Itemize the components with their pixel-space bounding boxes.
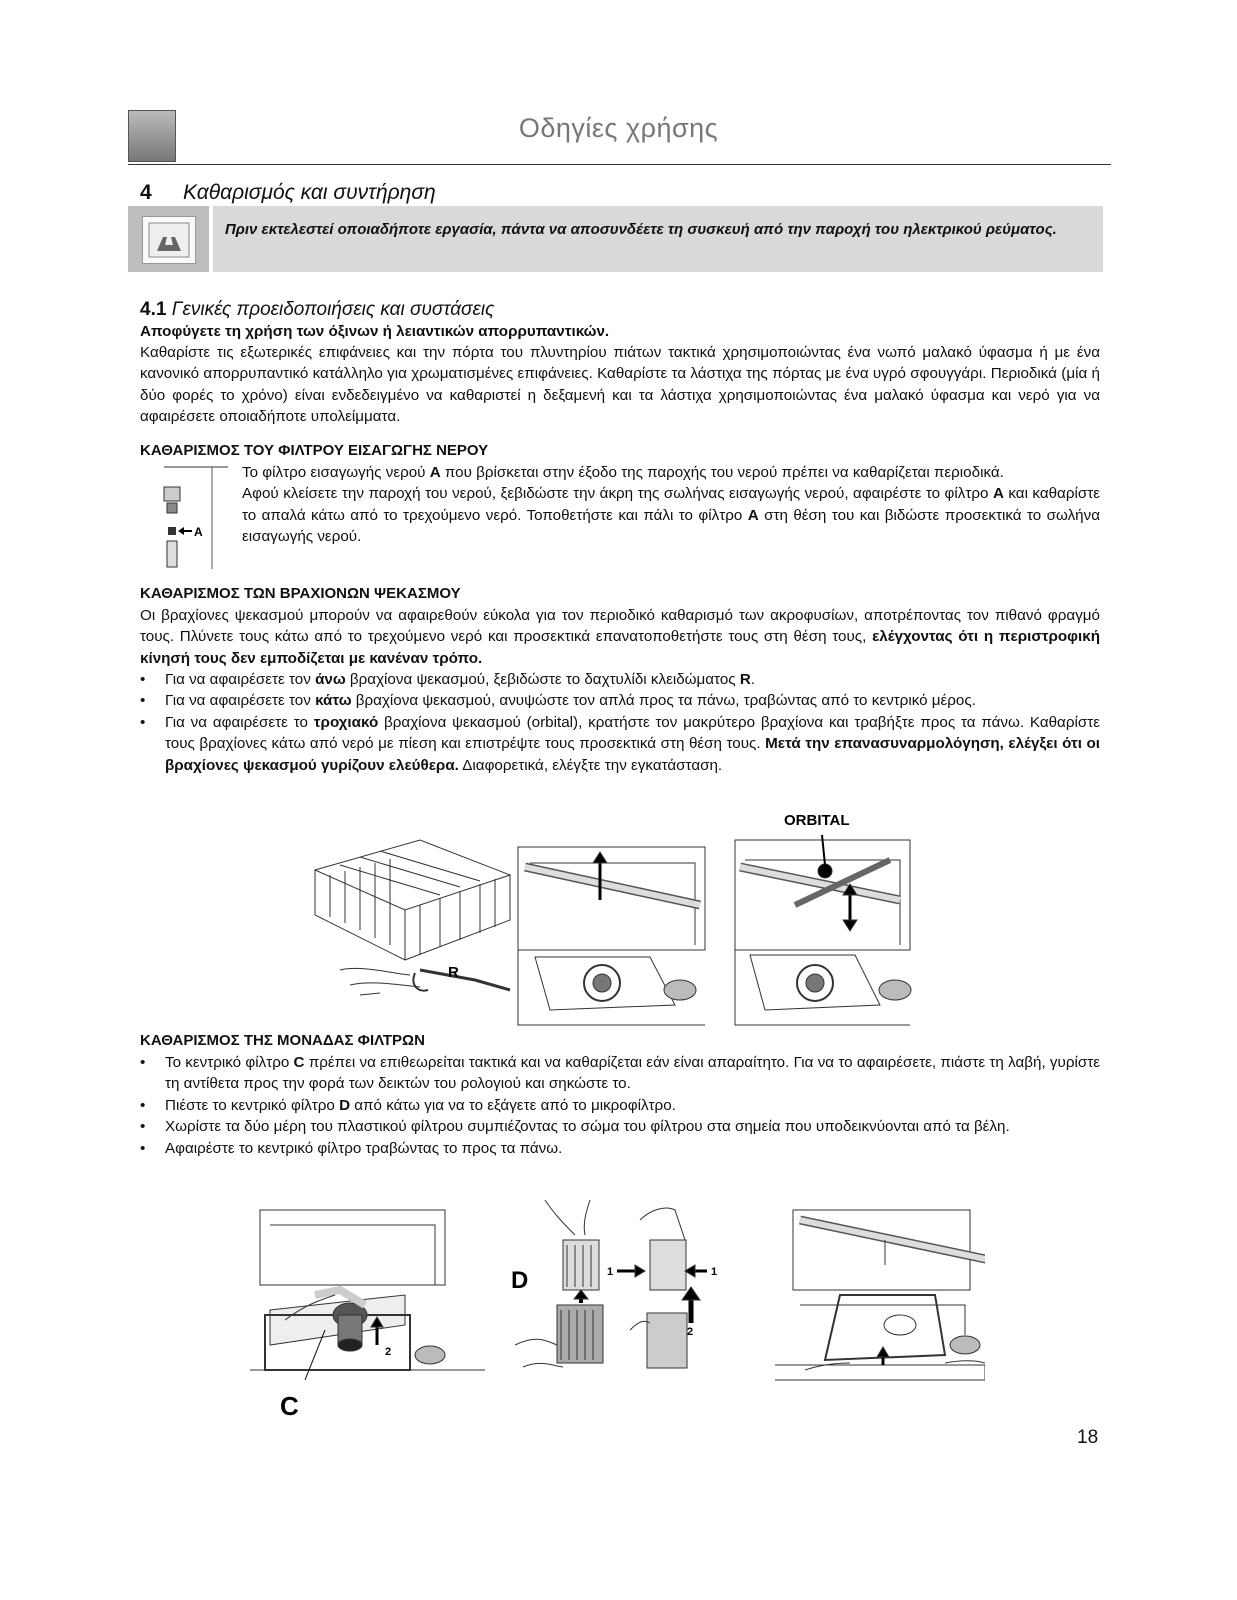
label-2a: 2 <box>385 1346 392 1358</box>
lower-arm-illustration <box>518 847 705 1025</box>
subsection-title <box>140 299 494 321</box>
label-1b: 1 <box>711 1266 718 1278</box>
list-item: • Για να αφαιρέσετε τον άνω βραχίονα ψεκασμού, ξεβιδώστε το δαχτυλίδι κλειδώματος R. <box>140 669 1100 690</box>
subsection-lead: Αποφύγετε τη χρήση των όξινων ή λειαντικών απορρυπαντικών. <box>140 323 610 340</box>
water-filter-p2: Αφού κλείσετε την παροχή του νερού, ξεβιδώστε την άκρη της σωλήνας εισαγωγής νερού, αφαιρέστε το φίλτρο A και καθαρίστε το απαλά κάτω από το τρεχούμενο νερό. Τοποθετήστε και πάλι το φίλτρο A στη θέση του και βιδώστε προσεκτικά το σωλήνα εισαγωγής νερού. <box>242 485 1100 546</box>
section-title: Καθαρισμός και συντήρηση <box>183 181 436 204</box>
plug-warning-icon <box>142 216 196 264</box>
filter-unit-heading: ΚΑΘΑΡΙΣΜΟΣ ΤΗΣ ΜΟΝΑΔΑΣ ΦΙΛΤΡΩΝ <box>140 1032 425 1049</box>
filter-c-illustration <box>250 1210 485 1380</box>
water-filter-text <box>242 462 1100 548</box>
warning-text: Πριν εκτελεστεί οποιαδήποτε εργασία, πάντα να αποσυνδέετε τη συσκευή από την παροχή του ηλεκτρικού ρεύματος. <box>225 221 1057 238</box>
section-number: 4 <box>140 181 152 204</box>
subsection-number: 4.1 <box>140 299 167 320</box>
subsection-body: Καθαρίστε τις εξωτερικές επιφάνειες και την πόρτα του πλυντηρίου πιάτων τακτικά χρησιμοποιώντας ένα νωπό μαλακό ύφασμα ή με ένα κανονικό απορρυπαντικό κατάλληλο για χρωματισμένες επιφάνειες. Καθαρίστε τα λάστιχα της πόρτας με ένα υγρό σφουγγάρι. Περιοδικά (μία ή δύο φορές το χρόνο) είναι ενδεδειγμένο να καθαριστεί η δεξαμενή και τα λάστιχα χρησιμοποιώντας ένα μαλακό ύφασμα και νερό για να αφαιρέσετε οποιαδήποτε υπολείμματα. <box>140 344 1100 426</box>
list-item: • Για να αφαιρέσετε τον κάτω βραχίονα ψεκασμού, ανυψώστε τον απλά προς τα πάνω, τραβώντας από το κεντρικό μέρος. <box>140 690 1100 711</box>
filter-reinsert-illustration <box>775 1210 985 1380</box>
header-divider <box>128 164 1111 165</box>
label-a: A <box>194 525 203 539</box>
list-item: • Χωρίστε τα δύο μέρη του πλαστικού φίλτρου συμπιέζοντας το σώμα του φίλτρου στα σημεία που υποδεικνύονται από τα βέλη. <box>140 1116 1100 1137</box>
label-1a: 1 <box>607 1266 614 1278</box>
page-header-title: Οδηγίες χρήσης <box>518 113 719 143</box>
list-item: • Για να αφαιρέσετε το τροχιακό βραχίονα ψεκασμού (orbital), κρατήστε τον μακρύτερο βραχίονα και τραβήξτε προς τα πάνω. Καθαρίστε τους βραχίονες κάτω από νερό με πίεση και επιστρέψτε τους προσεκτικά στη θέση τους. Μετά την επανασυναρμολόγηση, ελέγξει ότι οι βραχίονες ψεκασμού γυρίζουν ελεύθερα. Διαφορετικά, ελέγξτε την εγκατάσταση. <box>140 712 1100 776</box>
water-filter-heading: ΚΑΘΑΡΙΣΜΟΣ ΤΟΥ ΦΙΛΤΡΟΥ ΕΙΣΑΓΩΓΗΣ ΝΕΡΟΥ <box>140 442 489 459</box>
list-item: • Αφαιρέστε το κεντρικό φίλτρο τραβώντας το προς τα πάνω. <box>140 1138 1100 1159</box>
spray-arms-list <box>140 669 1100 776</box>
label-orbital: ORBITAL <box>784 812 850 829</box>
spray-arms-intro: Οι βραχίονες ψεκασμού μπορούν να αφαιρεθούν εύκολα για τον περιοδικό καθαρισμό των ακροφυσίων, αποτρέποντας τον πιθανό φραγμό τους. Πλύνετε τους κάτω από το τρεχούμενο νερό και προσεκτικά επανατοποθετήστε τους στη θέση τους, ελέγχοντας ότι η περιστροφική κίνησή τους δεν εμποδίζεται με κανέναν τρόπο. <box>140 607 1100 667</box>
filter-unit-list <box>140 1052 1100 1159</box>
list-item: • Το κεντρικό φίλτρο C πρέπει να επιθεωρείται τακτικά και να καθαρίζεται εάν είναι απαραίτητο. Για να το αφαιρέσετε, πιάστε τη λαβή, γυρίστε τη αντίθετα προς την φορά των δεικτών του ρολογιού και σηκώστε το. <box>140 1052 1100 1095</box>
filter-unit-illustrations <box>245 1195 985 1420</box>
label-2b: 2 <box>687 1326 694 1338</box>
list-item: • Πιέστε το κεντρικό φίλτρο D από κάτω για να το εξάγετε από το μικροφίλτρο. <box>140 1095 1100 1116</box>
spray-arms-illustrations <box>300 805 930 1030</box>
warning-box <box>128 206 1103 272</box>
orbital-arm-illustration <box>735 835 911 1025</box>
label-r: R <box>448 964 459 981</box>
label-c: C <box>280 1391 299 1420</box>
filter-d-illustration <box>515 1200 707 1368</box>
water-filter-illustration <box>150 465 230 570</box>
spray-arms-heading: ΚΑΘΑΡΙΣΜΟΣ ΤΩΝ ΒΡΑΧΙΟΝΩΝ ΨΕΚΑΣΜΟΥ <box>140 585 461 602</box>
water-filter-p1: Το φίλτρο εισαγωγής νερού A που βρίσκεται στην έξοδο της παροχής του νερού πρέπει να καθαρίζεται περιοδικά. <box>242 464 1004 481</box>
page-number: 18 <box>1077 1427 1099 1448</box>
warning-icon-panel <box>128 206 213 272</box>
basket-illustration <box>315 840 510 995</box>
label-d: D <box>511 1267 529 1294</box>
subsection-title-text: Γενικές προειδοποιήσεις και συστάσεις <box>171 299 495 320</box>
